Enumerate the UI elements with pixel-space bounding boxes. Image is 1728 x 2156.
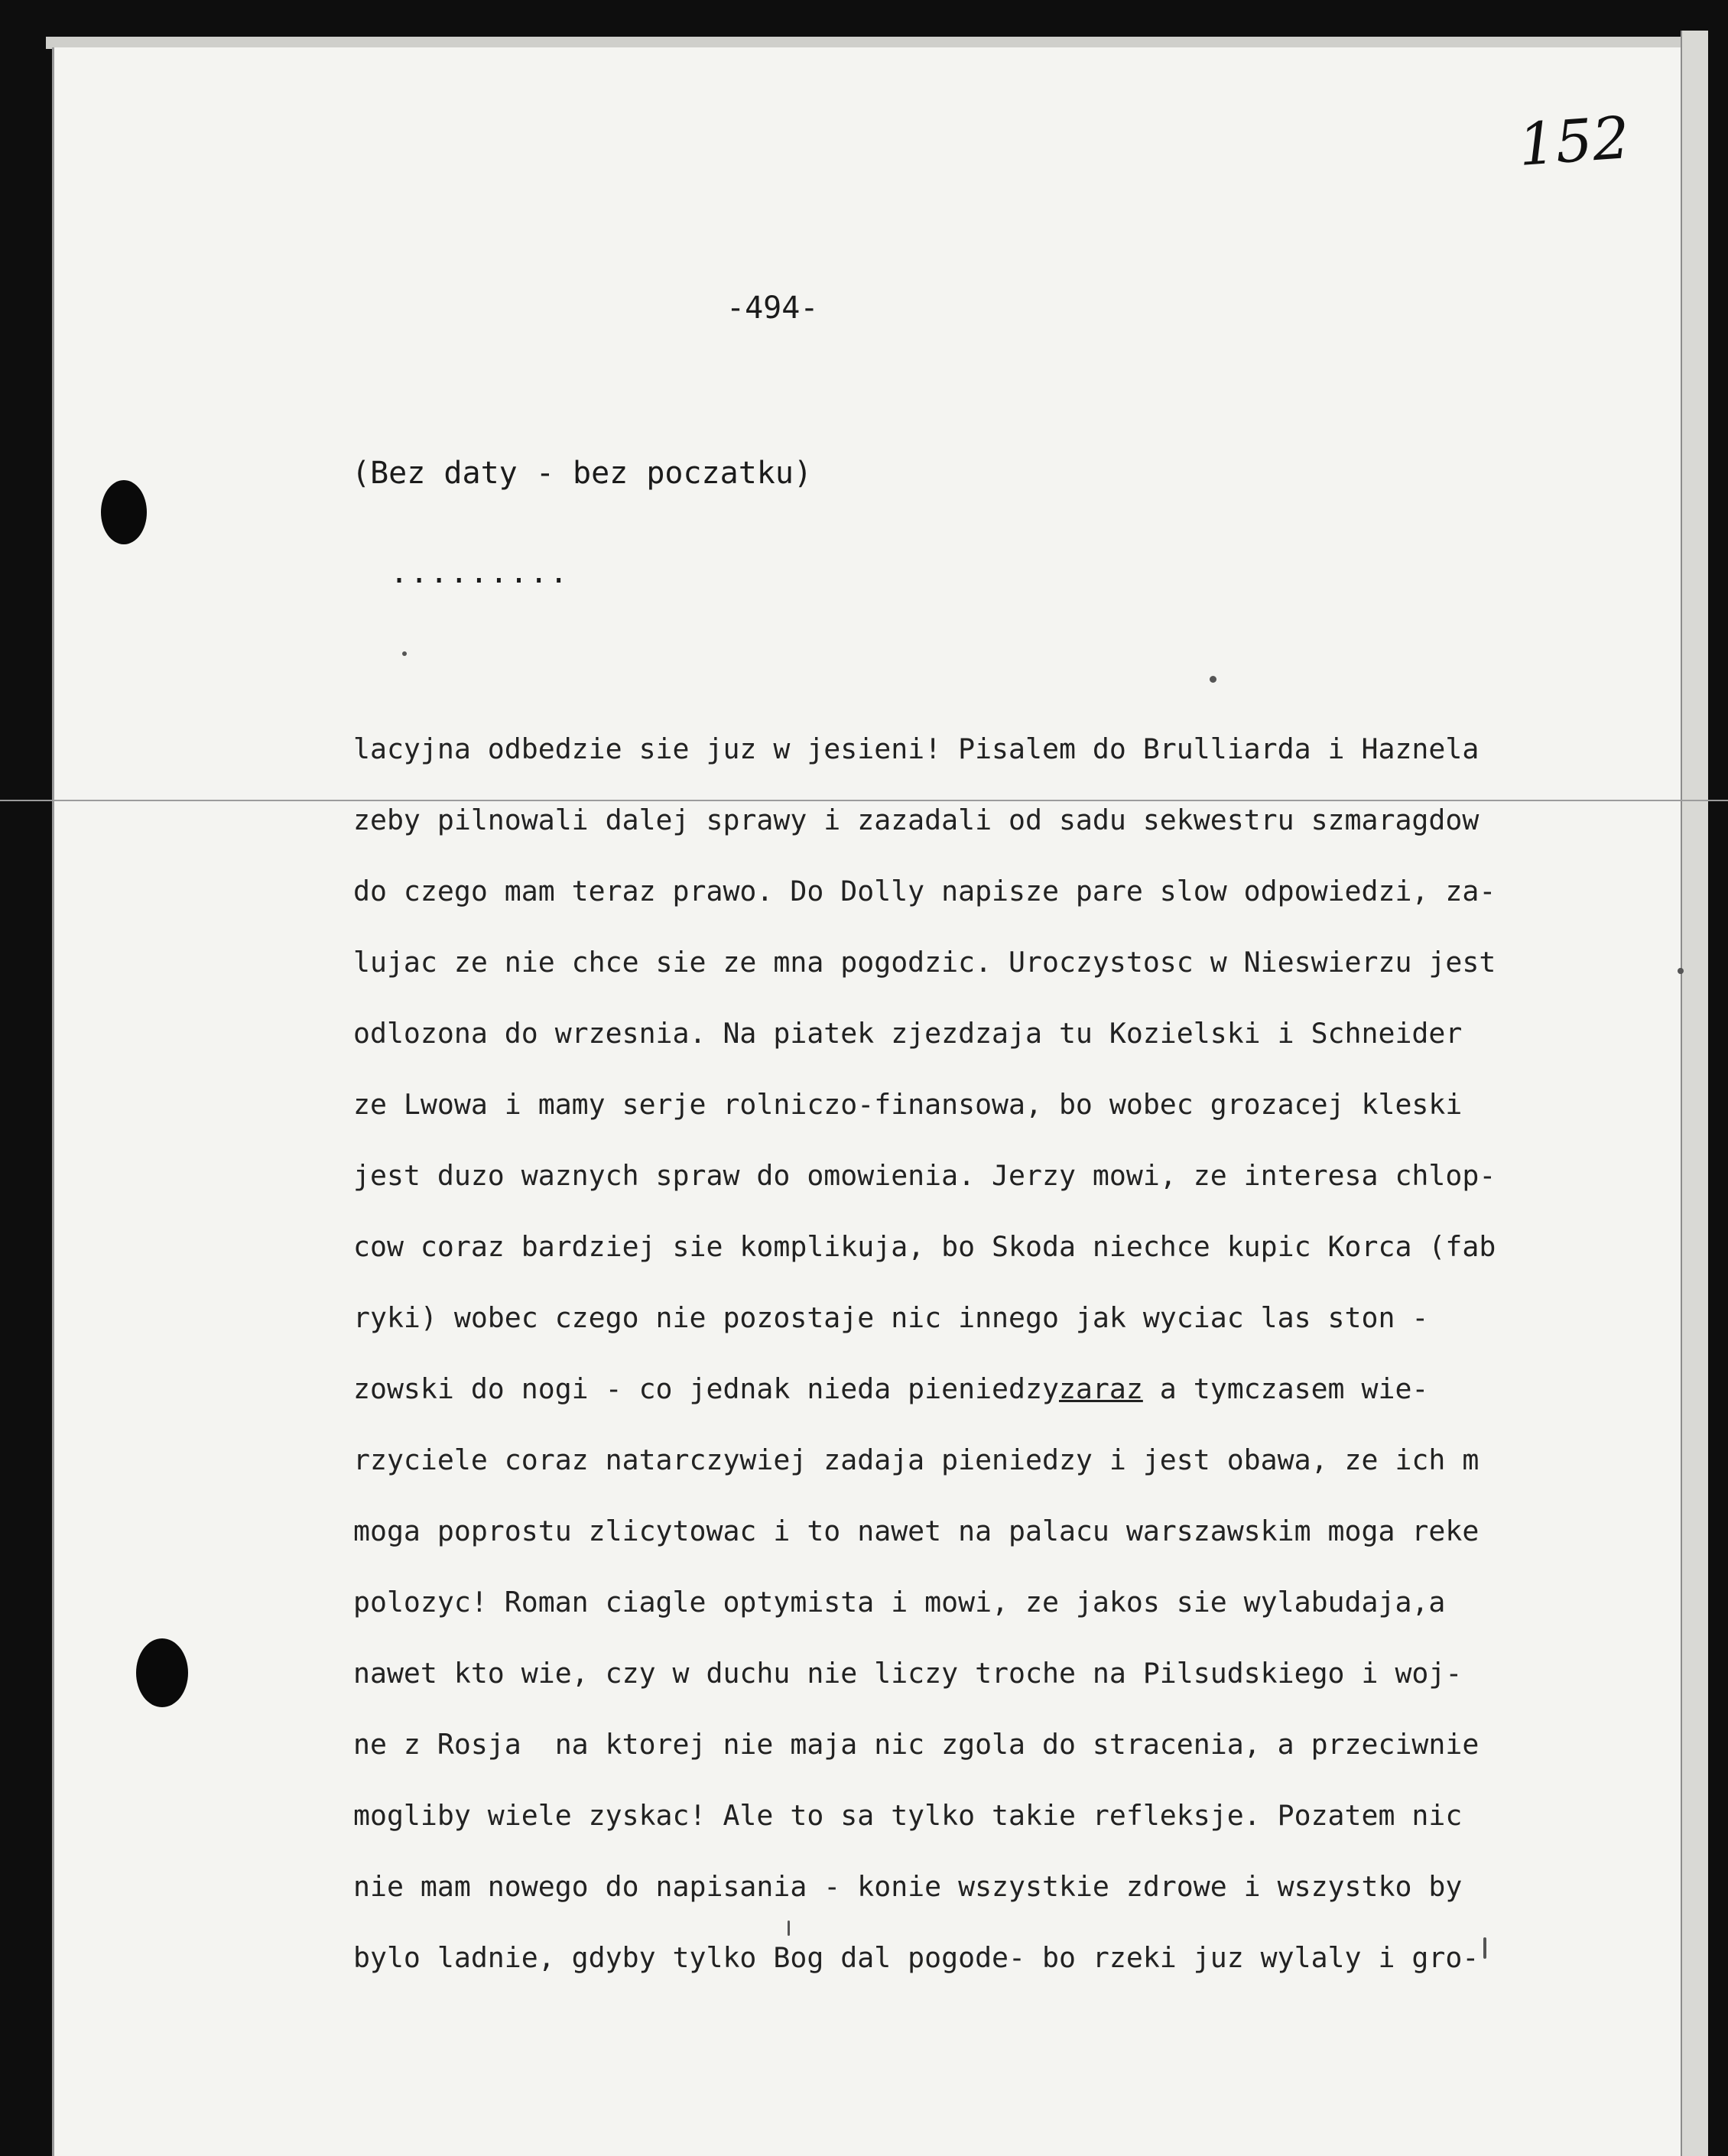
text-line: ryki) wobec czego nie pozostaje nic innego jak wyciac las ston -: [353, 1301, 1429, 1334]
text-line: cow coraz bardziej sie komplikuja, bo Skoda niechce kupic Korca (fab: [353, 1230, 1496, 1263]
paper-speck: [1483, 1937, 1486, 1959]
text-line-with-underline: [353, 1366, 1684, 1437]
text-line-end: a tymczasem wie-: [1142, 1372, 1429, 1405]
document-heading: (Bez daty - bez poczatku): [352, 456, 813, 491]
text-line: bylo ladnie, gdyby tylko Bog dal pogode- bo rzeki juz wylaly i gro-: [353, 1941, 1480, 1974]
text-line: rzyciele coraz natarczywiej zadaja pieniedzy i jest obawa, ze ich m: [353, 1443, 1480, 1476]
text-line: odlozona do wrzesnia. Na piatek zjezdzaja tu Kozielski i Schneider: [353, 1017, 1463, 1050]
punch-hole-bottom: [136, 1638, 188, 1707]
page-number: -494-: [726, 291, 819, 326]
omission-ellipsis: .........: [390, 555, 570, 590]
punch-hole-top: [101, 480, 147, 544]
text-line: ze Lwowa i mamy serje rolniczo-finansowa, bo wobec grozacej kleski: [353, 1088, 1463, 1121]
text-line-start: zowski do nogi - co jednak nieda pieniedzy: [353, 1372, 1059, 1405]
text-line: ne z Rosja na ktorej nie maja nic zgola do stracenia, a przeciwnie: [353, 1728, 1480, 1761]
paper-speck: [402, 651, 407, 656]
text-line: jest duzo waznych spraw do omowienia. Jerzy mowi, ze interesa chlop-: [353, 1159, 1496, 1192]
paper-speck: [1210, 676, 1216, 683]
right-sheet-edge: [1681, 31, 1708, 2156]
text-line: nie mam nowego do napisania - konie wszystkie zdrowe i wszystko by: [353, 1870, 1463, 1903]
text-line: moga poprostu zlicytowac i to nawet na palacu warszawskim moga reke: [353, 1515, 1480, 1547]
text-line: lacyjna odbedzie sie juz w jesieni! Pisalem do Brulliarda i Haznela: [353, 732, 1480, 765]
text-line: mogliby wiele zyskac! Ale to sa tylko takie refleksje. Pozatem nic: [353, 1799, 1463, 1832]
paper-speck: [788, 1921, 790, 1936]
text-line: polozyc! Roman ciagle optymista i mowi, ze jakos sie wylabudaja,a: [353, 1586, 1446, 1619]
text-line: nawet kto wie, czy w duchu nie liczy troche na Pilsudskiego i woj-: [353, 1657, 1463, 1690]
paper-speck: [1678, 968, 1684, 974]
text-line: lujac ze nie chce sie ze mna pogodzic. Uroczystosc w Nieswierzu jest: [353, 946, 1496, 979]
handwritten-folio-number: 152: [1516, 103, 1632, 179]
body-text: [353, 726, 1684, 2006]
text-line: zeby pilnowali dalej sprawy i zazadali od sadu sekwestru szmaragdow: [353, 804, 1480, 836]
underlined-word: zaraz: [1058, 1372, 1143, 1405]
text-line: do czego mam teraz prawo. Do Dolly napisze pare slow odpowiedzi, za-: [353, 875, 1496, 908]
